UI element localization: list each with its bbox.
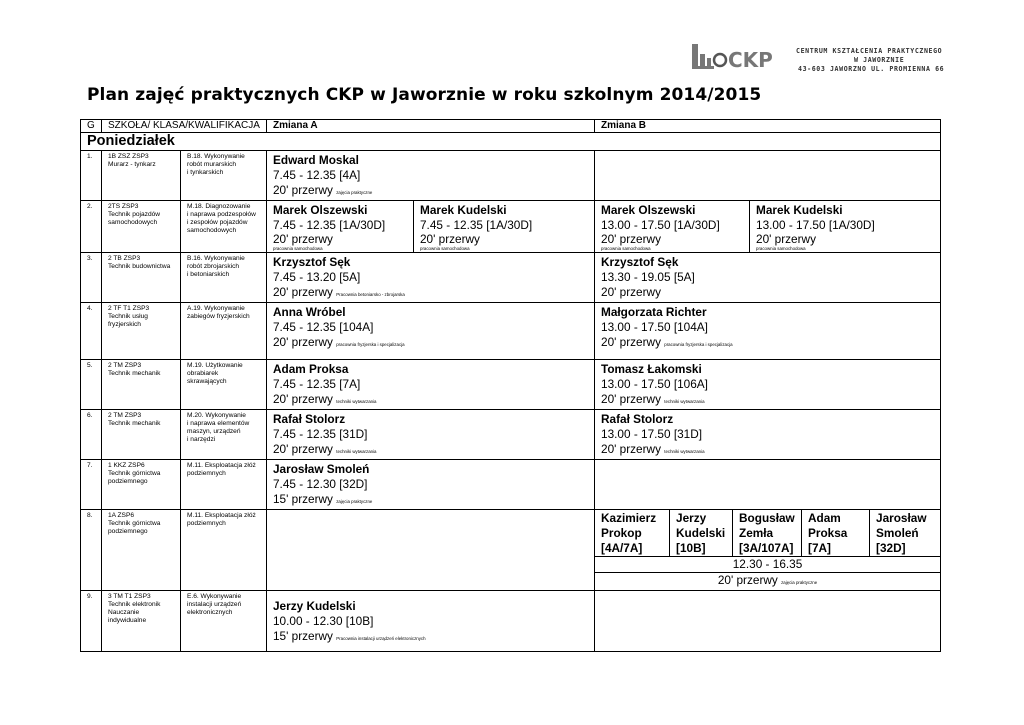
- table-row: [81, 303, 941, 360]
- class-cell: 1B ZSZ ZSP3 Murarz - tynkarz: [102, 151, 181, 201]
- room-note: zajęcia praktyczne: [336, 190, 373, 195]
- qualification-cell: A.19. Wykonywanie zabiegów fryzjerskich: [181, 303, 267, 360]
- row-number: 7.: [81, 460, 102, 510]
- row-number: 9.: [81, 591, 102, 652]
- teacher-group: Jerzy Kudelski [10B]: [669, 510, 732, 556]
- table-row: [81, 151, 941, 201]
- org-line-2: W JAWORZNIE: [854, 56, 905, 64]
- table-row: [81, 201, 941, 253]
- class-cell: 3 TM T1 ZSP3 Technik elektronik Nauczanie indywidualne: [102, 591, 181, 652]
- org-address: [796, 47, 944, 74]
- qualification-cell: B.16. Wykonywanie robót zbrojarskich i betoniarskich: [181, 253, 267, 303]
- shift-a-cell-1: Marek Olszewski 7.45 - 12.35 [1A/30D] 20' przerwy pracownia samochodowa: [267, 201, 414, 253]
- class-cell: 1 KKZ ZSP6 Technik górnictwa podziemnego: [102, 460, 181, 510]
- header-g: G: [81, 120, 102, 133]
- teacher-group: Jarosław Smoleń [32D]: [869, 510, 940, 556]
- class-cell: 2 TB ZSP3 Technik budownictwa: [102, 253, 181, 303]
- table-row: [81, 591, 941, 652]
- class-cell: 2 TM ZSP3 Technik mechanik: [102, 410, 181, 460]
- shift-b-cell: [595, 151, 941, 201]
- shift-b-cell: Tomasz Łakomski 13.00 - 17.50 [106A] 20' przerwy techniki wytwarzania: [595, 360, 941, 410]
- shift-b-cell: Małgorzata Richter 13.00 - 17.50 [104A] 20' przerwy pracownia fryzjerska i specjalizacja: [595, 303, 941, 360]
- day-label: Poniedziałek: [81, 133, 941, 151]
- row-number: 1.: [81, 151, 102, 201]
- class-cell: 1A ZSP6 Technik górnictwa podziemnego: [102, 510, 181, 591]
- teacher-group: Adam Proksa [7A]: [801, 510, 869, 556]
- teacher-group: Kazimierz Prokop [4A/7A]: [601, 511, 657, 555]
- shift-b-cell: Krzysztof Sęk 13.30 - 19.05 [5A] 20' przerwy: [595, 253, 941, 303]
- shift-a-cell: [267, 510, 595, 591]
- qualification-cell: M.11. Eksploatacja złóż podziemnych: [181, 510, 267, 591]
- qualification-cell: M.19. Użytkowanie obrabiarek skrawających: [181, 360, 267, 410]
- shift-a-cell-2: Marek Kudelski 7.45 - 12.35 [1A/30D] 20' przerwy pracownia samochodowa: [414, 201, 595, 253]
- schedule-table: [80, 119, 941, 652]
- table-row: [81, 253, 941, 303]
- shift-a-cell: Anna Wróbel 7.45 - 12.35 [104A] 20' przerwy pracownia fryzjerska i specjalizacja: [267, 303, 595, 360]
- logo-text: CKP: [728, 48, 773, 72]
- org-line-3: 43-603 JAWORZNO UL. PROMIENNA 66: [798, 65, 945, 73]
- page-title: Plan zajęć praktycznych CKP w Jaworznie w roku szkolnym 2014/2015: [87, 85, 762, 105]
- shared-time: 12.30 - 16.35: [595, 556, 940, 572]
- table-row: [81, 510, 941, 591]
- shift-a-cell: Adam Proksa 7.45 - 12.35 [7A] 20' przerwy techniki wytwarzania: [267, 360, 595, 410]
- break-text: 20' przerwy: [273, 183, 333, 197]
- qualification-cell: M.11. Eksploatacja złóż podziemnych: [181, 460, 267, 510]
- shift-b-cell: Rafał Stolorz 13.00 - 17.50 [31D] 20' przerwy techniki wytwarzania: [595, 410, 941, 460]
- class-cell: 2TS ZSP3 Technik pojazdów samochodowych: [102, 201, 181, 253]
- qualification-cell: E.6. Wykonywanie instalacji urządzeń elektronicznych: [181, 591, 267, 652]
- qualification-cell: B.18. Wykonywanie robót murarskich i tynkarskich: [181, 151, 267, 201]
- shift-b-cell: Kazimierz Prokop [4A/7A] Jerzy Kudelski [10B] Bogusław Zemła [3A/107A] Adam Proksa [7A] Jarosław Smoleń [32D] 12.30 - 16.35 20' przerwy zajęcia praktyczne: [595, 510, 941, 591]
- row-number: 8.: [81, 510, 102, 591]
- shift-b-cell: [595, 591, 941, 652]
- header-shift-b: Zmiana B: [595, 120, 941, 133]
- shift-b-cell-1: Marek Olszewski 13.00 - 17.50 [1A/30D] 20' przerwy pracownia samochodowa: [595, 201, 750, 253]
- lesson-time: 7.45 - 12.35 [4A]: [273, 168, 361, 182]
- qualification-cell: M.20. Wykonywanie i naprawa elementów maszyn, urządzeń i narzędzi: [181, 410, 267, 460]
- shift-b-cell-2: Marek Kudelski 13.00 - 17.50 [1A/30D] 20' przerwy pracownia samochodowa: [750, 201, 941, 253]
- ckp-logo: [690, 40, 774, 72]
- header-school: SZKOŁA/ KLASA/KWALIFIKACJA: [102, 120, 267, 133]
- shift-b-cell: [595, 460, 941, 510]
- row-number: 2.: [81, 201, 102, 253]
- class-cell: 2 TF T1 ZSP3 Technik usług fryzjerskich: [102, 303, 181, 360]
- shift-a-cell: [267, 151, 595, 201]
- teacher-name: Edward Moskal: [273, 153, 359, 167]
- shift-a-cell: Krzysztof Sęk 7.45 - 13.20 [5A] 20' przerwy Pracownia betoniarsko - zbrojarska: [267, 253, 595, 303]
- row-number: 5.: [81, 360, 102, 410]
- teacher-group: Bogusław Zemła [3A/107A]: [732, 510, 801, 556]
- table-row: [81, 360, 941, 410]
- shift-a-cell: Jarosław Smoleń 7.45 - 12.30 [32D] 15' przerwy zajęcia praktyczne: [267, 460, 595, 510]
- row-number: 3.: [81, 253, 102, 303]
- shift-a-cell: Rafał Stolorz 7.45 - 12.35 [31D] 20' przerwy techniki wytwarzania: [267, 410, 595, 460]
- header-shift-a: Zmiana A: [267, 120, 595, 133]
- shift-a-cell: Jerzy Kudelski 10.00 - 12.30 [10B] 15' przerwy Pracownia instalacji urządzeń elektronicznych: [267, 591, 595, 652]
- class-cell: 2 TM ZSP3 Technik mechanik: [102, 360, 181, 410]
- row-number: 6.: [81, 410, 102, 460]
- qualification-cell: M.18. Diagnozowanie i naprawa podzespołów i zespołów pojazdów samochodowych: [181, 201, 267, 253]
- row-number: 4.: [81, 303, 102, 360]
- day-row: [81, 133, 941, 151]
- break-text: 20' przerwy: [717, 573, 778, 587]
- org-line-1: CENTRUM KSZTAŁCENIA PRAKTYCZNEGO: [796, 47, 943, 55]
- header-row: [81, 120, 941, 133]
- table-row: [81, 460, 941, 510]
- table-row: [81, 410, 941, 460]
